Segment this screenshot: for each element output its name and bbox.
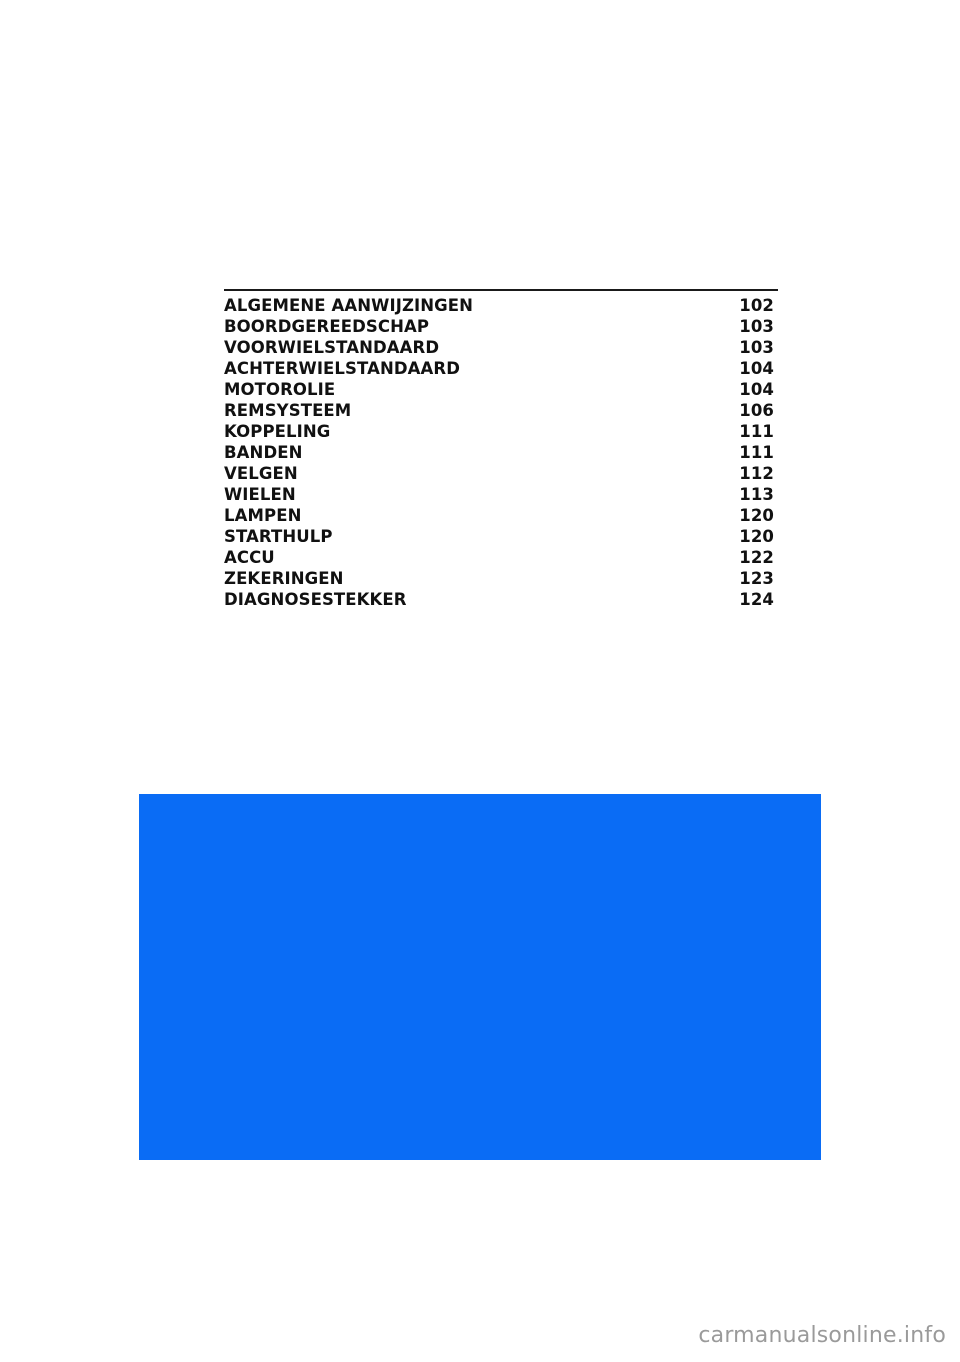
toc-entry-title: STARTHULP xyxy=(224,527,333,546)
toc-entry-page: 124 xyxy=(739,590,774,609)
toc-entry[interactable] xyxy=(224,358,778,379)
toc-entry-page: 104 xyxy=(739,359,774,378)
toc-entry-page: 106 xyxy=(739,401,774,420)
toc-entry[interactable] xyxy=(224,379,778,400)
toc-entry[interactable] xyxy=(224,442,778,463)
toc-entry[interactable] xyxy=(224,463,778,484)
toc-entry-page: 111 xyxy=(739,443,774,462)
toc-entry-title: ZEKERINGEN xyxy=(224,569,344,588)
toc-entry-page: 120 xyxy=(739,506,774,525)
toc-entry[interactable] xyxy=(224,400,778,421)
toc-entry-page: 112 xyxy=(739,464,774,483)
toc-entry-title: VOORWIELSTANDAARD xyxy=(224,338,440,357)
toc-entry-page: 123 xyxy=(739,569,774,588)
toc-entry-title: DIAGNOSESTEKKER xyxy=(224,590,407,609)
toc-entry-title: WIELEN xyxy=(224,485,296,504)
toc-entry[interactable] xyxy=(224,316,778,337)
toc-entry[interactable] xyxy=(224,421,778,442)
toc-entry[interactable] xyxy=(224,484,778,505)
toc-entry-page: 122 xyxy=(739,548,774,567)
chapter-color-panel xyxy=(139,794,821,1160)
toc-entry[interactable] xyxy=(224,337,778,358)
watermark-text: carmanualsonline.info xyxy=(698,1323,946,1348)
toc-entry-page: 104 xyxy=(739,380,774,399)
toc-entry-title: REMSYSTEEM xyxy=(224,401,352,420)
toc-entry-title: ACCU xyxy=(224,548,275,567)
toc-entry-page: 113 xyxy=(739,485,774,504)
toc-entry-title: ALGEMENE AANWIJZINGEN xyxy=(224,296,474,315)
toc-entry-page: 103 xyxy=(739,317,774,336)
toc-entry[interactable] xyxy=(224,589,778,610)
toc-entry-page: 120 xyxy=(739,527,774,546)
toc-entry[interactable] xyxy=(224,295,778,316)
toc-entry-page: 103 xyxy=(739,338,774,357)
toc-entry-title: KOPPELING xyxy=(224,422,331,441)
toc-entry[interactable] xyxy=(224,526,778,547)
table-of-contents xyxy=(224,289,778,610)
toc-entry-title: VELGEN xyxy=(224,464,298,483)
toc-entry-title: BANDEN xyxy=(224,443,303,462)
toc-entry-title: ACHTERWIELSTANDAARD xyxy=(224,359,461,378)
toc-entry[interactable] xyxy=(224,505,778,526)
toc-entry[interactable] xyxy=(224,547,778,568)
toc-entry[interactable] xyxy=(224,568,778,589)
toc-entry-page: 102 xyxy=(739,296,774,315)
toc-entry-title: BOORDGEREEDSCHAP xyxy=(224,317,430,336)
toc-entry-title: LAMPEN xyxy=(224,506,302,525)
toc-entry-page: 111 xyxy=(739,422,774,441)
toc-entry-title: MOTOROLIE xyxy=(224,380,336,399)
